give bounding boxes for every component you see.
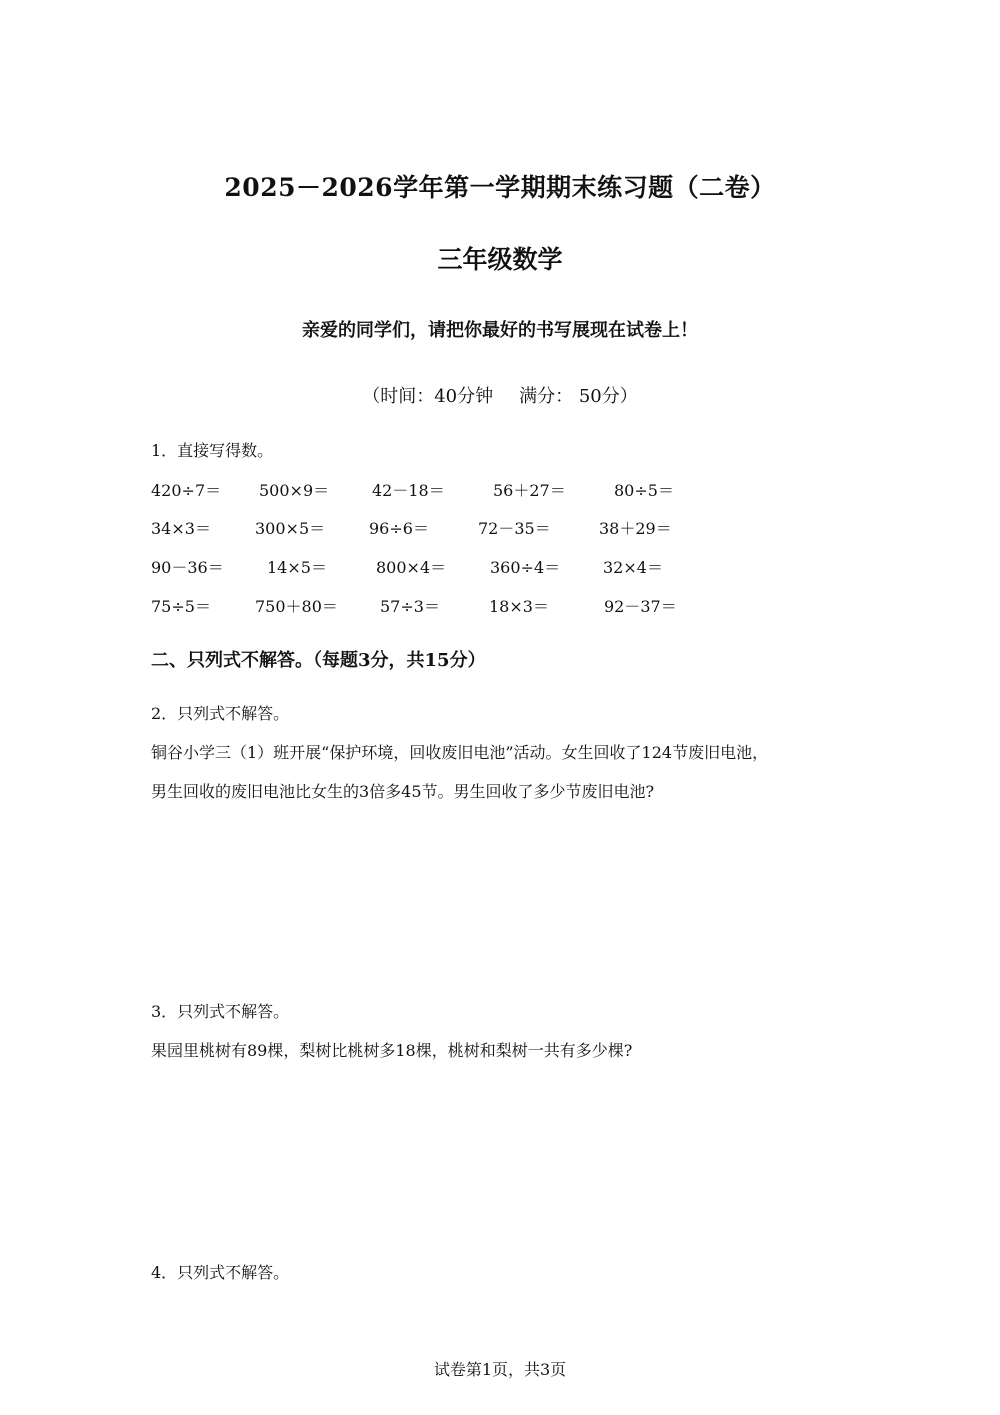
calc-item: 500×9＝ (259, 481, 330, 500)
calc-item: 57÷3＝ (380, 597, 440, 616)
calc-item: 72－35＝ (478, 519, 551, 538)
question-2-text-line-2: 男生回收的废旧电池比女生的3倍多45节。男生回收了多少节废旧电池? (151, 782, 655, 801)
question-3-title: 3．只列式不解答。 (151, 1002, 290, 1021)
calc-row-4 (151, 594, 711, 616)
calc-row-3 (151, 555, 711, 577)
calc-item: 300×5＝ (255, 519, 326, 538)
time-score-info (0, 382, 1000, 408)
greeting-text: 亲爱的同学们，请把你最好的书写展现在试卷上！ (302, 320, 698, 341)
time-label: （时间：40分钟 (362, 386, 494, 407)
calc-item: 800×4＝ (376, 558, 447, 577)
section-2-heading: 二、只列式不解答。（每题3分，共15分） (151, 650, 486, 671)
calc-item: 32×4＝ (603, 558, 663, 577)
calc-item: 92－37＝ (604, 597, 677, 616)
question-3-text-line-1: 果园里桃树有89棵，梨树比桃树多18棵，桃树和梨树一共有多少棵? (151, 1041, 633, 1060)
calc-item: 90－36＝ (151, 558, 224, 577)
question-4-title: 4．只列式不解答。 (151, 1263, 290, 1282)
question-2-title: 2．只列式不解答。 (151, 704, 290, 723)
page-footer: 试卷第1页，共3页 (433, 1360, 567, 1379)
calc-item: 75÷5＝ (151, 597, 211, 616)
exam-subject: 三年级数学 (437, 245, 563, 274)
calc-item: 38＋29＝ (599, 519, 672, 538)
question-2-text-line-1: 铜谷小学三（1）班开展“保护环境，回收废旧电池”活动。女生回收了124节废旧电池， (151, 743, 769, 762)
score-label: 满分： 50分） (519, 386, 638, 407)
calc-item: 420÷7＝ (151, 481, 222, 500)
calc-item: 18×3＝ (489, 597, 549, 616)
calc-item: 750＋80＝ (255, 597, 338, 616)
calc-item: 14×5＝ (267, 558, 327, 577)
calc-item: 80÷5＝ (614, 481, 674, 500)
calc-item: 360÷4＝ (490, 558, 561, 577)
calc-row-1 (151, 478, 711, 500)
question-1-title: 1．直接写得数。 (151, 441, 274, 460)
calc-item: 34×3＝ (151, 519, 211, 538)
calc-item: 96÷6＝ (369, 519, 429, 538)
exam-title: 2025－2026学年第一学期期末练习题（二卷） (224, 173, 776, 202)
calc-row-2 (151, 516, 711, 538)
calc-item: 56＋27＝ (493, 481, 566, 500)
calc-item: 42－18＝ (372, 481, 445, 500)
